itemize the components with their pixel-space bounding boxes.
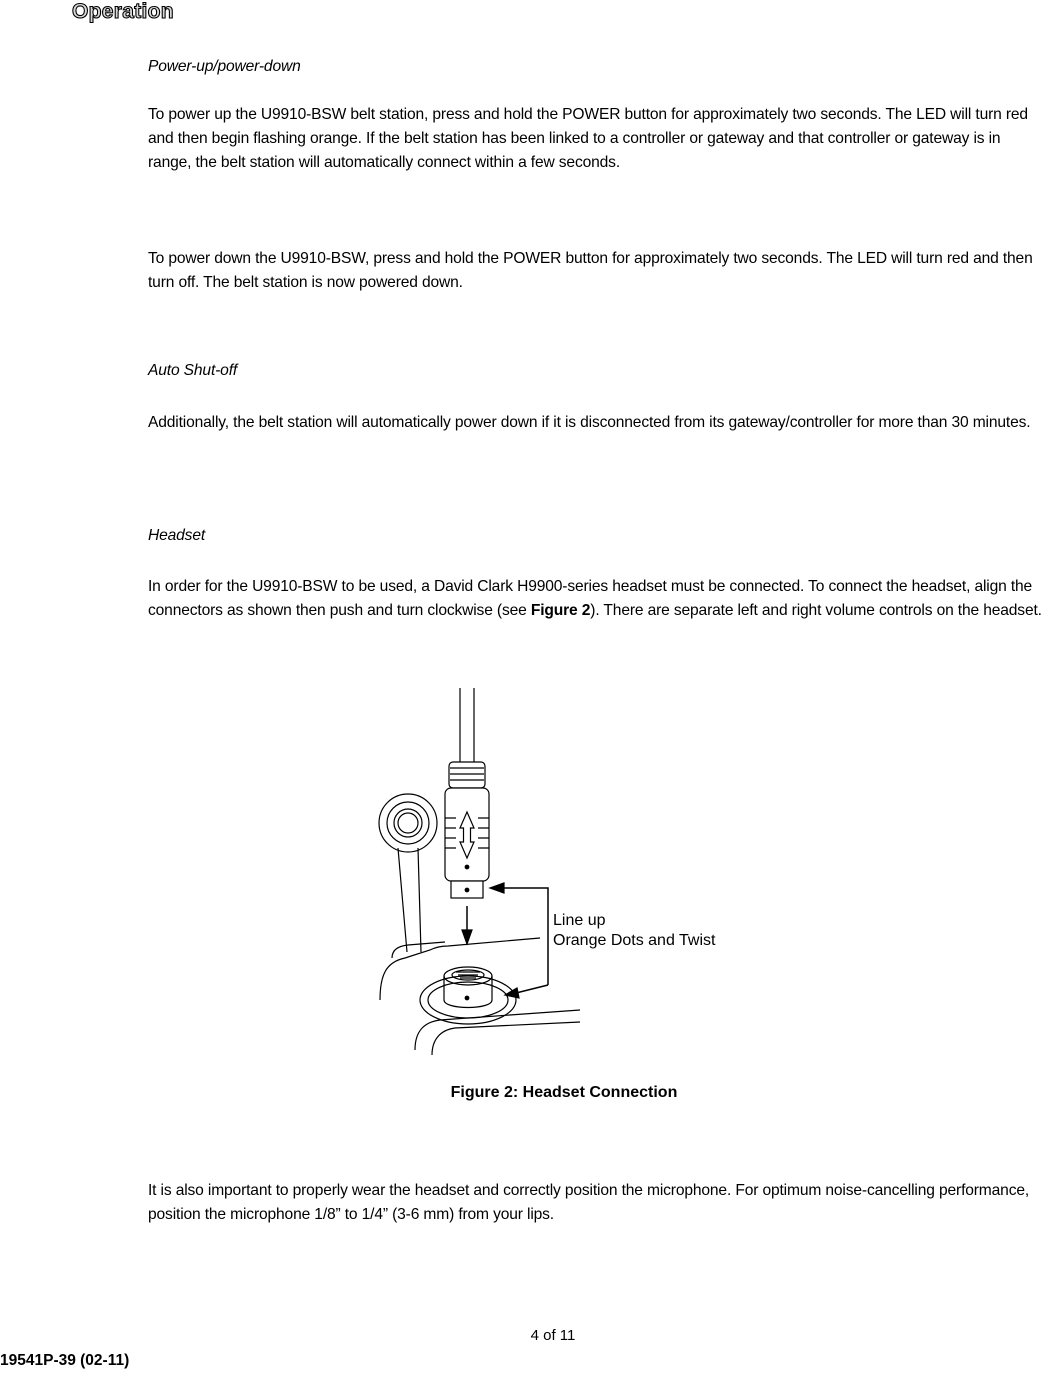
- heading-power: Power-up/power-down: [148, 58, 301, 75]
- paragraph-auto-shutoff: Additionally, the belt station will automatically power down if it is disconnected from its gateway/controller for more than 30 minutes.: [148, 414, 1031, 431]
- paragraph-headset: [148, 575, 1044, 623]
- figure-reference: Figure 2: [530, 602, 591, 619]
- orange-dot-plug-icon: [465, 865, 469, 869]
- headset-connection-illustration: [370, 680, 810, 1065]
- heading-headset: Headset: [148, 527, 206, 544]
- headset-text-part2: ). There are separate left and right volume controls on the headset.: [590, 602, 1042, 619]
- twist-arrow-icon: [500, 888, 548, 985]
- antenna-icon: [379, 794, 437, 852]
- orange-dot-receptacle-icon: [465, 996, 469, 1000]
- figure-caption: Figure 2: Headset Connection: [450, 1084, 678, 1101]
- cable-icon: [460, 688, 474, 762]
- page-title: Operation: [72, 0, 174, 23]
- paragraph-power-up: To power up the U9910-BSW belt station, press and hold the POWER button for approximately two seconds. The LED will turn red and then begin flashing orange. If the belt station has been linked to a controller or gateway and that controller or gateway is in range, the belt station will automatically connect within a few seconds.: [148, 106, 1028, 171]
- figure-label-line1: Line up: [553, 912, 606, 929]
- headset-connection-figure: [370, 680, 810, 1065]
- document-code: 19541P-39 (02-11): [0, 1352, 130, 1369]
- heading-auto-shutoff: Auto Shut-off: [148, 362, 238, 379]
- headset-text-part1: In order for the U9910-BSW to be used, a David Clark H9900-series headset must be connected. To connect the headset, align the connectors as shown then push and turn clockwise (see: [148, 578, 1033, 619]
- page-number: 4 of 11: [530, 1327, 576, 1344]
- paragraph-microphone: It is also important to properly wear the headset and correctly position the microphone. For optimum noise-cancelling performance, position the microphone 1/8” to 1/4” (3-6 mm) from your lips.: [148, 1182, 1030, 1223]
- paragraph-power-down: To power down the U9910-BSW, press and hold the POWER button for approximately two seconds. The LED will turn red and then turn off. The belt station is now powered down.: [148, 250, 1033, 291]
- figure-label-line2: Orange Dots and Twist: [553, 932, 716, 949]
